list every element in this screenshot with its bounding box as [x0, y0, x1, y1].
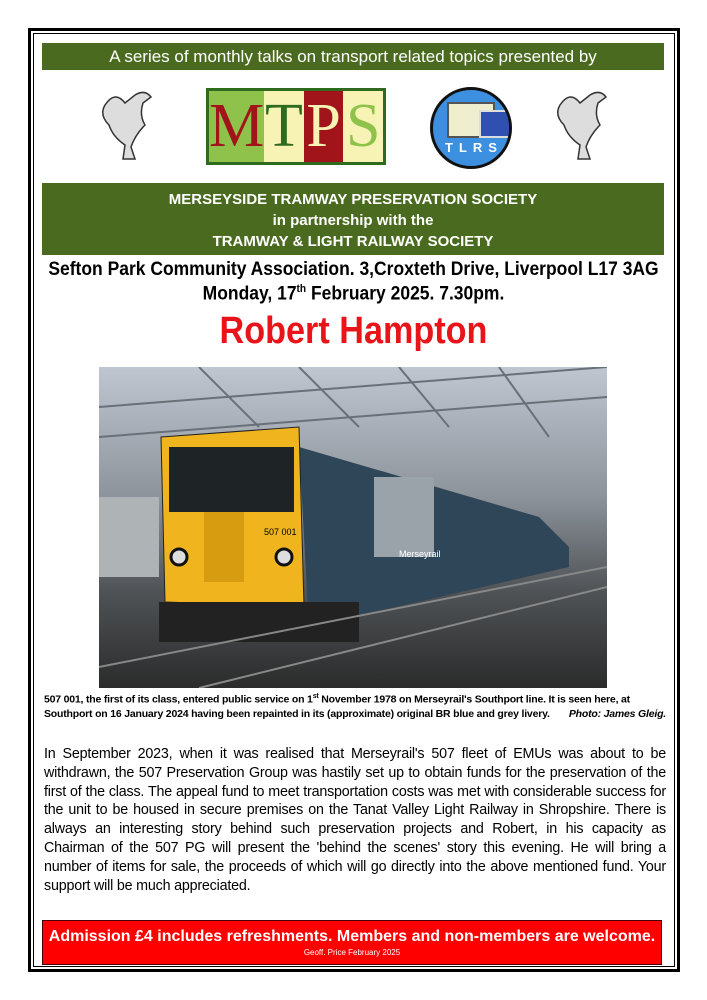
- partnership-text: in partnership with the: [272, 212, 434, 229]
- train-photo: [99, 367, 607, 688]
- mtps-logo: [206, 88, 386, 165]
- society-name: MERSEYSIDE TRAMWAY PRESERVATION SOCIETY: [168, 191, 538, 208]
- event-date: Monday, 17th February 2025. 7.30pm.: [202, 283, 505, 305]
- liver-bird-right-icon: [550, 85, 612, 163]
- photo-caption: 507 001, the first of its class, entered public service on 1st November 1978 on Merseyrail's Southport line. It is seen here, at Southport on 16 January 2024 having been repainted in its (approximate) original BR blue and grey livery. Photo: James Gleig.: [44, 693, 666, 720]
- partner-name: TRAMWAY & LIGHT RAILWAY SOCIETY: [212, 233, 494, 250]
- tlrs-logo: [430, 87, 512, 169]
- light-rail-icon: [479, 110, 511, 138]
- livery-text: Merseyrail: [399, 549, 441, 559]
- logo-letter: P: [304, 91, 344, 162]
- talk-description: In September 2023, when it was realised that Merseyrail's 507 fleet of EMUs was about to be withdrawn, the 507 Preservation Group was hastily set up to obtain funds for the preservation of the first of the class. The appeal fund to meet transportation costs was met with considerable success for the unit to be housed in secure premises on the Tanat Valley Light Railway in Shropshire. There is always an interesting story behind such preservation projects and Robert, in his capacity as Chairman of the 507 PG will present the 'behind the scenes' story this evening. He will bring a number of items for sale, the proceeds of which will go directly into the above mentioned fund. Your support will be much appreciated.: [44, 746, 666, 894]
- unit-number: 507 001: [264, 527, 297, 537]
- photo-credit: Photo: James Gleig.: [568, 707, 666, 720]
- venue: Sefton Park Community Association. 3,Croxteth Drive, Liverpool L17 3AG: [48, 259, 659, 280]
- speaker-name: Robert Hampton: [219, 310, 488, 352]
- liver-bird-left-icon: [95, 85, 157, 163]
- tlrs-label: TLRS: [445, 140, 503, 155]
- author-credit: Geoff. Price February 2025: [303, 948, 401, 957]
- logo-letter: M: [209, 92, 265, 160]
- logo-letter: S: [345, 92, 381, 160]
- logo-letter: T: [265, 92, 303, 160]
- admission-banner: [42, 920, 662, 965]
- admission-text: Admission £4 includes refreshments. Members and non-members are welcome.: [48, 928, 656, 945]
- society-banner: [42, 183, 664, 255]
- tagline-banner: A series of monthly talks on transport related topics presented by: [42, 43, 664, 70]
